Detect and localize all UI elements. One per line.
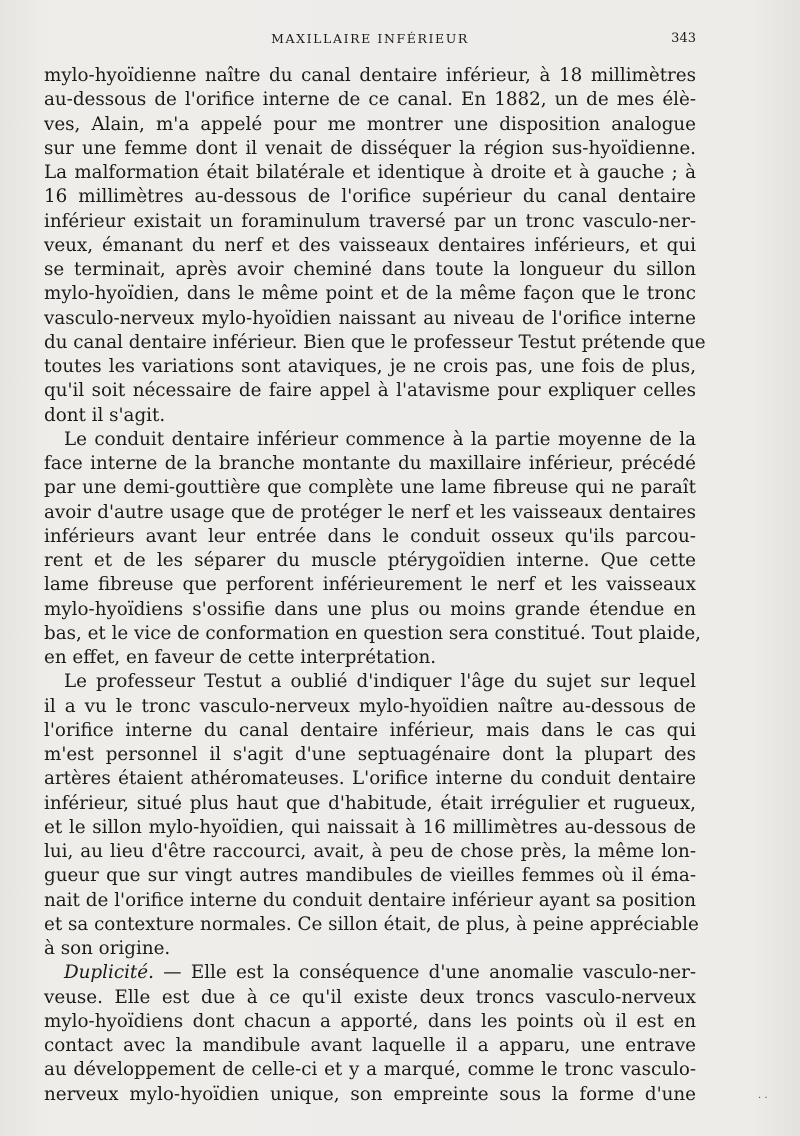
text-line: dont il s'agit. bbox=[44, 404, 166, 426]
text-line: mylo-hyoïdien, dans le même point et de la même façon que le tronc bbox=[44, 283, 696, 305]
text-line: lui, au lieu d'être raccourci, avait, à peu de chose près, la même lon- bbox=[44, 841, 696, 862]
section-term-duplicite: Duplicité. bbox=[64, 962, 154, 984]
text-line: lame fibreuse que perforent inférieurement le nerf et les vaisseaux bbox=[44, 574, 696, 596]
text-line: m'est personnel il s'agit d'une septuagénaire dont la plupart des bbox=[44, 744, 696, 765]
text-line: contact avec la mandibule avant laquelle il a apparu, une entrave bbox=[44, 1035, 696, 1056]
text-line: qu'il soit nécessaire de faire appel à l'atavisme pour expliquer celles bbox=[44, 380, 696, 402]
text-line: avoir d'autre usage que de protéger le nerf et les vaisseaux dentaires bbox=[44, 501, 696, 523]
text-line: et sa contexture normales. Ce sillon était, de plus, à peine appréciable bbox=[44, 913, 699, 935]
text-line: toutes les variations sont ataviques, je ne crois pas, une fois de plus, bbox=[44, 356, 696, 377]
text-line: inférieurs avant leur entrée dans le conduit osseux qu'ils parcou- bbox=[44, 525, 696, 547]
text-line: au-dessous de l'orifice interne de ce canal. En 1882, un de mes élè- bbox=[44, 89, 696, 111]
text-line: Le conduit dentaire inférieur commence à la partie moyenne de la bbox=[64, 428, 696, 450]
text-line: à son origine. bbox=[44, 938, 171, 959]
text-line: au développement de celle-ci et y a marqué, comme le tronc vasculo- bbox=[44, 1059, 696, 1081]
text-line: inférieur, situé plus haut que d'habitude, était irrégulier et rugueux, bbox=[44, 792, 696, 814]
page-number: 343 bbox=[671, 31, 696, 46]
margin-speck: · · bbox=[758, 1093, 768, 1104]
text-line: sur une femme dont il venait de disséquer la région sus-hyoïdienne. bbox=[44, 137, 696, 159]
text-line: mylo-hyoïdiens s'ossifie dans une plus ou moins grande étendue en bbox=[44, 598, 696, 620]
text-line: il a vu le tronc vasculo-nerveux mylo-hyoïdien naître au-dessous de bbox=[44, 695, 696, 717]
running-head bbox=[44, 31, 696, 51]
text-line: l'orifice interne du canal dentaire inférieur, mais dans le cas qui bbox=[44, 719, 696, 741]
text-line: inférieur existait un foraminulum traversé par un tronc vasculo-ner- bbox=[44, 210, 696, 232]
text-line: veuse. Elle est due à ce qu'il existe deux troncs vasculo-nerveux bbox=[44, 986, 696, 1008]
text-line: artères étaient athéromateuses. L'orifice interne du conduit dentaire bbox=[44, 768, 696, 790]
running-title: MAXILLAIRE INFÉRIEUR bbox=[271, 31, 469, 46]
text-line: bas, et le vice de conformation en question sera constitué. Tout plaide, bbox=[44, 622, 701, 644]
text-line: face interne de la branche montante du maxillaire inférieur, précédé bbox=[44, 453, 696, 474]
text-line: ves, Alain, m'a appelé pour me montrer une disposition analogue bbox=[44, 113, 696, 135]
text-line: La malformation était bilatérale et identique à droite et à gauche ; à bbox=[44, 162, 696, 183]
text-line: veux, émanant du nerf et des vaisseaux dentaires inférieurs, et qui bbox=[44, 234, 696, 256]
text-line: rent et de les séparer du muscle ptérygoïdien interne. Que cette bbox=[44, 550, 696, 571]
text-fragment: — Elle est la conséquence d'une anomalie vasculo-ner- bbox=[163, 962, 697, 984]
text-line: 16 millimètres au-dessous de l'orifice supérieur du canal dentaire bbox=[44, 186, 696, 208]
text-line bbox=[44, 961, 696, 985]
text-line: en effet, en faveur de cette interprétation. bbox=[44, 647, 437, 668]
text-line: vasculo-nerveux mylo-hyoïdien naissant au niveau de l'orifice interne bbox=[44, 307, 696, 329]
text-line: Le professeur Testut a oublié d'indiquer l'âge du sujet sur lequel bbox=[64, 671, 696, 693]
text-line: mylo-hyoïdienne naître du canal dentaire inférieur, à 18 millimètres bbox=[44, 65, 696, 86]
body-text bbox=[44, 64, 706, 1107]
text-line: se terminait, après avoir cheminé dans toute la longueur du sillon bbox=[44, 259, 696, 280]
text-line: nerveux mylo-hyoïdien unique, son empreinte sous la forme d'une bbox=[44, 1083, 696, 1105]
text-line: par une demi-gouttière que complète une lame fibreuse qui ne paraît bbox=[44, 477, 696, 499]
text-line: et le sillon mylo-hyoïdien, qui naissait à 16 millimètres au-dessous de bbox=[44, 816, 696, 838]
text-line: gueur que sur vingt autres mandibules de vieilles femmes où il éma- bbox=[44, 865, 696, 887]
text-line: du canal dentaire inférieur. Bien que le professeur Testut prétende que bbox=[44, 331, 706, 353]
text-line: mylo-hyoïdiens dont chacun a apporté, dans les points où il est en bbox=[44, 1010, 696, 1032]
text-line: nait de l'orifice interne du conduit dentaire inférieur ayant sa position bbox=[44, 889, 696, 911]
